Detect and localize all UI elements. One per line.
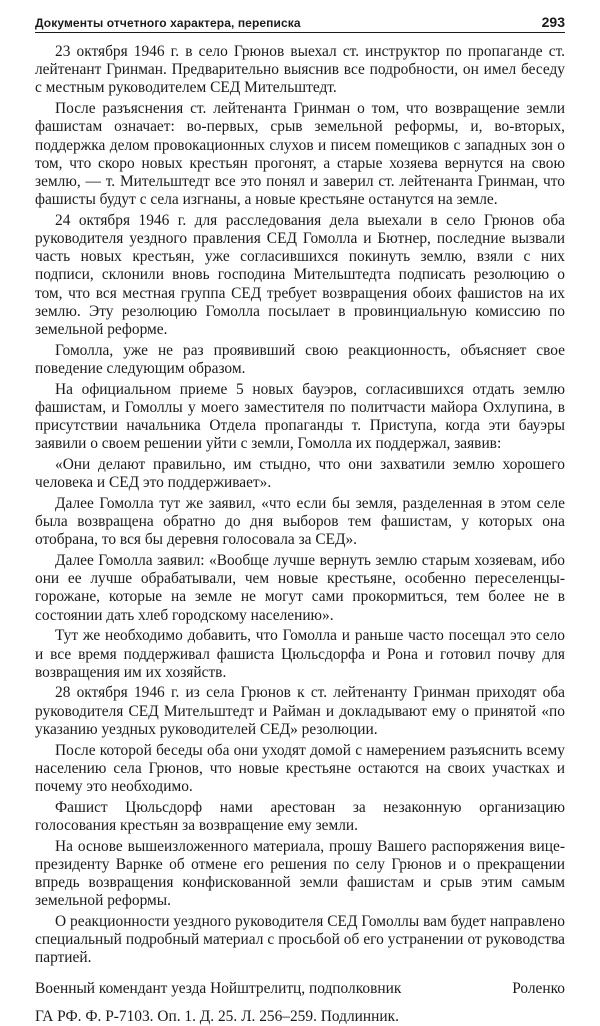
paragraph: 24 октября 1946 г. для расследования дела выехали в село Грюнов оба руководителя уездного правления СЕД Гомолла и Бютнер, последние вызвали часть новых крестьян, уже согласившихся покинуть землю, взяли с них подписи, склонили вновь господина Мительштедта подписать резолюцию о том, что вся местная группа СЕД требует возвращения обоих фашистов на их землю. Эту резолюцию Гомолла посылает в провинциальную комиссию по земельной реформе. xyxy=(35,211,565,339)
paragraph: На основе вышеизложенного материала, прошу Вашего распоряжения вице-президенту Варнке об отмене его решения по селу Грюнов и о прекращении впредь возвращения конфискованной земли фашистам и срыв этим самым земельной реформы. xyxy=(35,837,565,910)
paragraph: На официальном приеме 5 новых бауэров, согласившихся отдать землю фашистам, и Гомоллы у моего заместителя по политчасти майора Охлупина, в присутствии начальника Отдела пропаганды т. Приступа, когда эти бауэры заявили о своем решении уйти с земли, Гомолла их поддержал, заявив: xyxy=(35,380,565,453)
paragraph: Гомолла, уже не раз проявивший свою реакционность, объясняет свое поведение следующим образом. xyxy=(35,341,565,377)
signature-block xyxy=(35,980,565,998)
paragraph: Фашист Цюльсдорф нами арестован за незаконную организацию голосования крестьян за возвращение ему земли. xyxy=(35,798,565,834)
paragraph: После разъяснения ст. лейтенанта Гринман о том, что возвращение земли фашистам означает: во-первых, срыв земельной реформы, и, во-вторых, поддержка делом провокационных слухов и писем помещиков с западных зон о том, что скоро новых крестьян прогонят, а старые хозяева вернутся на свою землю, — т. Мительштедт все это понял и заверил ст. лейтенанта Гринман, что фашисты будут с села изгнаны, а новые крестьяне останутся на земле. xyxy=(35,100,565,209)
paragraph: Далее Гомолла заявил: «Вообще лучше вернуть землю старым хозяевам, ибо они ее лучше обрабатывали, чем новые крестьяне, особенно переселенцы-горожане, которые на земле не могут сами прокормиться, тем более не в состоянии дать хлеб городскому населению». xyxy=(35,551,565,624)
running-header xyxy=(35,14,565,33)
paragraph: «Они делают правильно, им стыдно, что они захватили землю хорошего человека и СЕД это поддерживает». xyxy=(35,455,565,492)
page-number: 293 xyxy=(541,14,565,30)
signature-name: Роленко xyxy=(512,980,565,998)
document-body xyxy=(35,43,565,967)
paragraph: 28 октября 1946 г. из села Грюнов к ст. лейтенанту Гринман приходят оба руководителя СЕД Мительштедт и Райман и докладывают ему о принятой «по указанию уездных руководителей СЕД» резолюции. xyxy=(35,684,565,738)
paragraph: 23 октября 1946 г. в село Грюнов выехал ст. инструктор по пропаганде ст. лейтенант Гринман. Предварительно выяснив все подробности, он имел беседу с местным руководителем СЕД Мительштедт. xyxy=(35,43,565,97)
signature-position: Военный комендант уезда Нойштрелитц, подполковник xyxy=(35,980,402,998)
paragraph: О реакционности уездного руководителя СЕД Гомоллы вам будет направлено специальный подробный материал с просьбой об его устранении от руководства партией. xyxy=(35,912,565,967)
paragraph: Тут же необходимо добавить, что Гомолла и раньше часто посещал это село и все время поддерживал фашиста Цюльсдорфа и Рона и готовил почву для возвращения им их хозяйств. xyxy=(35,627,565,681)
document-page xyxy=(35,14,565,1026)
archival-source: ГА РФ. Ф. Р-7103. Оп. 1. Д. 25. Л. 256–259. Подлинник. xyxy=(35,1008,399,1026)
paragraph: После которой беседы оба они уходят домой с намерением разъяснить всему населению села Грюнов, что новые крестьяне остаются на своих участках и почему это необходимо. xyxy=(35,741,565,795)
running-title: Документы отчетного характера, переписка xyxy=(35,16,301,30)
paragraph: Далее Гомолла тут же заявил, «что если бы земля, разделенная в этом селе была возвращена обратно до дня выборов тем фашистам, у которых она отобрана, то вся бы деревня голосовала за СЕД». xyxy=(35,494,565,549)
